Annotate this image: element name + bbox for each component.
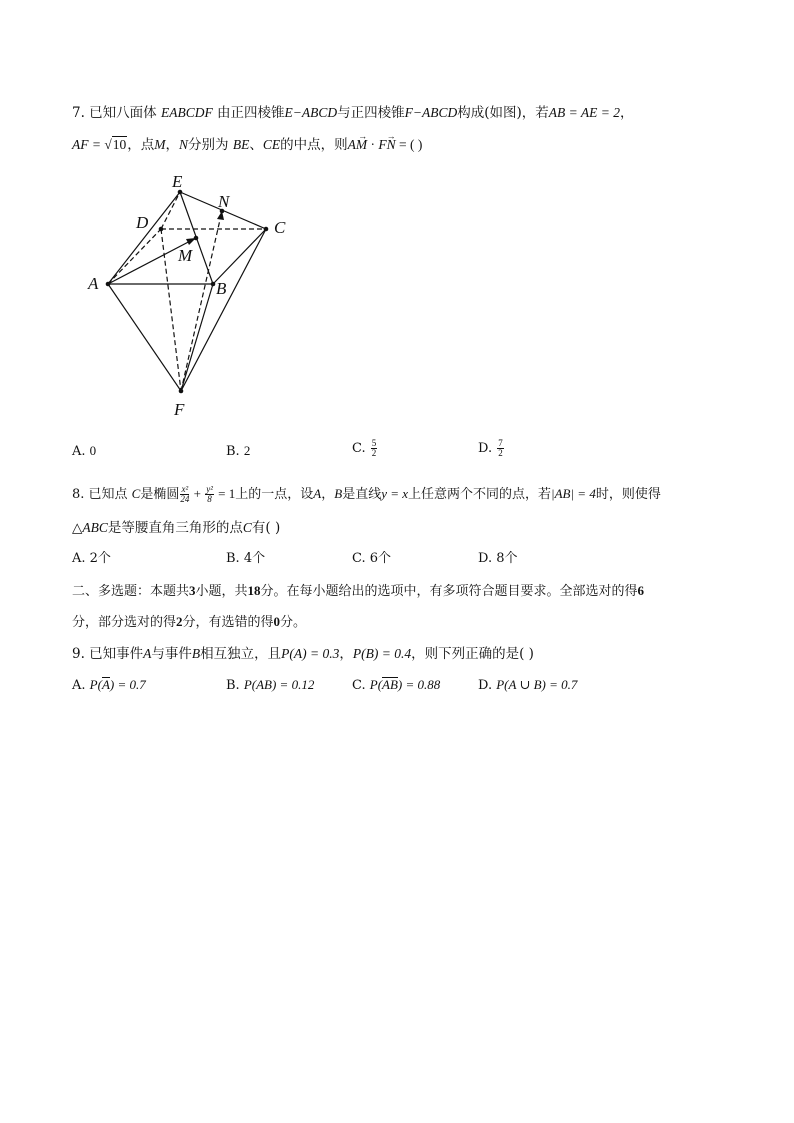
vector-am: → AM bbox=[348, 136, 368, 154]
segment-fn bbox=[181, 211, 222, 391]
label-f: F bbox=[174, 400, 185, 419]
point-m bbox=[194, 236, 199, 241]
q8-stem-line1: 8. 已知点 C是椭圆 $\frac{\text{x²}}{24}$ + $\frac{\text{y²}}{8}$ = 1上的一点，设A，B是直线y = x上任意两个不同的点，若|AB| = 4时，则使得 bbox=[72, 484, 661, 504]
q9-option-a[interactable]: A. P(A) = 0.7 bbox=[72, 677, 146, 693]
q8-stem-line2: △ABC是等腰直角三角形的点C有( ) bbox=[72, 520, 281, 536]
q9-stem: 9. 已知事件A与事件B相互独立，且P(A) = 0.3，P(B) = 0.4，则下列正确的是( ) bbox=[72, 646, 534, 662]
edge-bf bbox=[181, 284, 213, 391]
q7-option-d[interactable]: D. $\frac{7}{2}$ bbox=[478, 438, 503, 458]
q9-option-c[interactable]: C. P(AB) = 0.88 bbox=[352, 677, 441, 693]
vertex-c bbox=[264, 227, 269, 232]
section-heading-line2: 分，部分选对的得2分，有选错的得0分。 bbox=[72, 614, 307, 630]
octahedron-figure bbox=[80, 166, 310, 422]
q7-option-b[interactable]: B. 2 bbox=[226, 443, 251, 459]
q8-option-a[interactable]: A. 2个 bbox=[72, 551, 111, 566]
vector-fn: → FN bbox=[378, 136, 395, 154]
q7-option-a[interactable]: A. 0 bbox=[72, 443, 97, 459]
q7-stem-line2: AF = √10，点M，N分别为 BE、CE的中点，则→ AM · → FN = ( ) bbox=[72, 136, 422, 154]
q8-option-b[interactable]: B. 4个 bbox=[226, 551, 266, 566]
label-a: A bbox=[88, 274, 99, 293]
edge-de bbox=[161, 192, 180, 229]
q8-option-d[interactable]: D. 8个 bbox=[478, 551, 518, 566]
vertex-f bbox=[179, 389, 184, 394]
label-d: D bbox=[136, 213, 149, 232]
q9-option-d[interactable]: D. P(A ∪ B) = 0.7 bbox=[478, 677, 578, 693]
edge-ad bbox=[108, 229, 161, 284]
vertex-a bbox=[106, 282, 111, 287]
vertex-d bbox=[159, 227, 164, 232]
q7-option-c[interactable]: C. $\frac{5}{2}$ bbox=[352, 438, 377, 458]
label-n: N bbox=[218, 192, 230, 211]
q9-option-b[interactable]: B. P(AB) = 0.12 bbox=[226, 677, 315, 693]
edge-cf bbox=[181, 229, 266, 391]
q8-option-c[interactable]: C. 6个 bbox=[352, 551, 392, 566]
fraction: $\frac{7}{2}$ bbox=[498, 438, 503, 458]
label-e: E bbox=[172, 172, 183, 191]
q7-stem-line1: 7. 已知八面体 EABCDF 由正四棱锥E−ABCD与正四棱锥F−ABCD构成(如图)，若AB = AE = 2， bbox=[72, 105, 634, 121]
edge-bc bbox=[213, 229, 266, 284]
fraction: $\frac{5}{2}$ bbox=[371, 438, 377, 458]
sqrt-sign: √ bbox=[104, 137, 112, 152]
label-b: B bbox=[216, 279, 227, 298]
fraction-y2-8: $\frac{\text{y²}}{8}$ bbox=[206, 484, 213, 504]
edge-ae bbox=[108, 192, 180, 284]
label-m: M bbox=[178, 246, 193, 265]
label-c: C bbox=[274, 218, 286, 237]
vertex-b bbox=[211, 282, 216, 287]
edge-af bbox=[108, 284, 181, 391]
section-heading-line1: 二、多选题：本题共3小题，共18分。在每小题给出的选项中，有多项符合题目要求。全部选对的得6 bbox=[72, 583, 645, 599]
fraction-x2-24: $\frac{\text{x²}}{24}$ bbox=[180, 484, 190, 504]
